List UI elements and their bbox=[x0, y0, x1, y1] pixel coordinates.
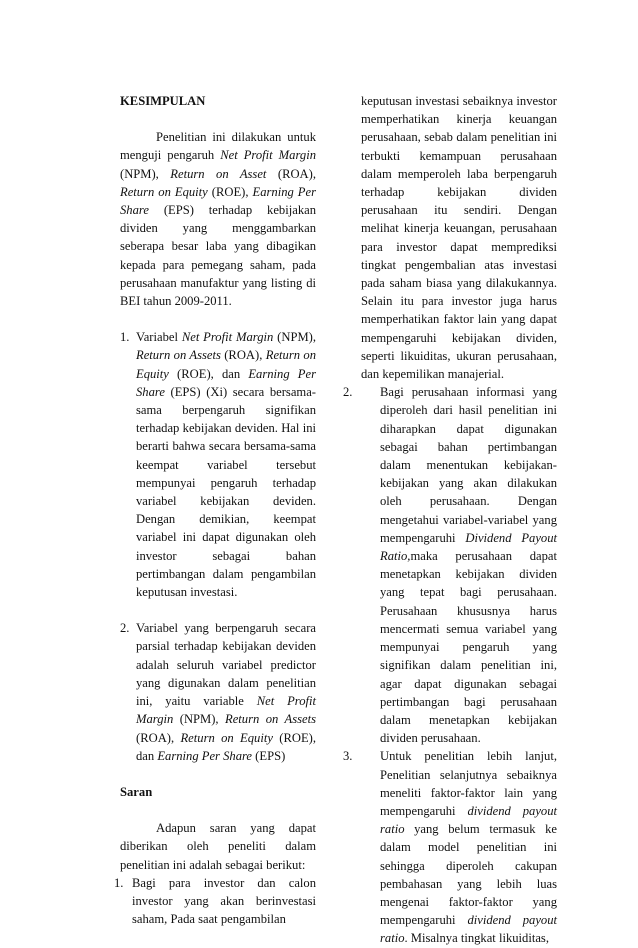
list-item: 2. Bagi perusahaan informasi yang diperoleh dari hasil penelitian ini diharapkan dapat digunakan sebagai bahan pertimbangan dalam menentukan kebijakan-kebijakan yang akan dilakukan oleh perusahaan. Dengan mengetahui variabel-variabel yang mempengaruhi Dividend Payout Ratio,maka perusahaan dapat menetapkan kebijakan dividen yang tepat bagi perusahaan. Perusahaan khususnya harus mencermati semua variabel yang mempunyai pengaruh yang signifikan dalam penelitian ini, agar dapat digunakan sebagai pertimbangan bagi perusahaan dalam menetapkan kebijakan dividen perusahaan. bbox=[343, 385, 558, 746]
left-column bbox=[114, 92, 317, 928]
list-item: 2. Variabel yang berpengaruh secara parsial terhadap kebijakan deviden adalah seluruh variabel predictor yang digunakan dalam penelitian ini, yaitu variable Net Profit Margin (NPM), Return on Assets (ROA), Return on Equity (ROE), dan Earning Per Share (EPS) bbox=[120, 621, 317, 763]
saran-list-continued bbox=[343, 383, 558, 947]
saran-intro-paragraph: Adapun saran yang dapat diberikan oleh peneliti dalam penelitian ini adalah sebagai berikut: bbox=[120, 821, 316, 872]
list-item: 3. Untuk penelitian lebih lanjut, Penelitian selanjutnya sebaiknya meneliti faktor-faktor lain yang mempengaruhi dividend payout ratio yang belum termasuk ke dalam model penelitian ini sehingga diperoleh cakupan pembahasan yang lebih luas mengenai faktor-faktor yang mempengaruhi dividend payout ratio. Misalnya tingkat likuiditas, bbox=[343, 749, 558, 946]
saran-list bbox=[114, 874, 316, 929]
list-item: 1. Bagi para investor dan calon investor yang akan berinvestasi saham, Pada saat pengambilan bbox=[114, 875, 316, 927]
kesimpulan-list bbox=[120, 328, 316, 765]
saran-item-1-continuation: keputusan investasi sebaiknya investor memperhatikan kinerja keuangan perusahaan, sebab dalam penelitian ini terbukti kemampuan perusahaan dalam memperoleh laba berpengaruh terhadap kebijakan dividen perusahaan itu sendiri. Dengan melihat kinerja keuangan, perusahaan para investor dapat memprediksi tingkat pengembalian atas investasi pada saham biasa yang dilakukannya. Selain itu para investor juga harus memperhatikan faktor lain yang dapat mempengaruhi kebijakan dividen, seperti likuiditas, ukuran perusahaan, dan kepemilikan manajerial. bbox=[361, 94, 557, 382]
section-heading-kesimpulan: KESIMPULAN bbox=[120, 94, 206, 108]
list-item: 1. Variabel Net Profit Margin (NPM), Return on Assets (ROA), Return on Equity (ROE), dan Earning Per Share (EPS) (Xi) secara bersama-sama berpengaruh signifikan terhadap kebijakan deviden. Hal ini berarti bahwa secara bersama-sama keempat variabel tersebut mempunyai pengaruh terhadap variabel kebijakan deviden. Dengan demikian, keempat variabel ini dapat digunakan oleh investor sebagai bahan pertimbangan dalam pengambilan keputusan investasi. bbox=[120, 330, 316, 600]
section-heading-saran: Saran bbox=[120, 784, 153, 799]
kesimpulan-intro-paragraph: Penelitian ini dilakukan untuk menguji pengaruh Net Profit Margin (NPM), Return on Asset (ROA), Return on Equity (ROE), Earning Per Share (EPS) terhadap kebijakan dividen yang menggambarkan seberapa besar laba yang dibagikan kepada para pemegang saham, pada perusahaan manufaktur yang listing di BEI tahun 2009-2011. bbox=[120, 130, 316, 309]
right-column bbox=[343, 92, 558, 948]
